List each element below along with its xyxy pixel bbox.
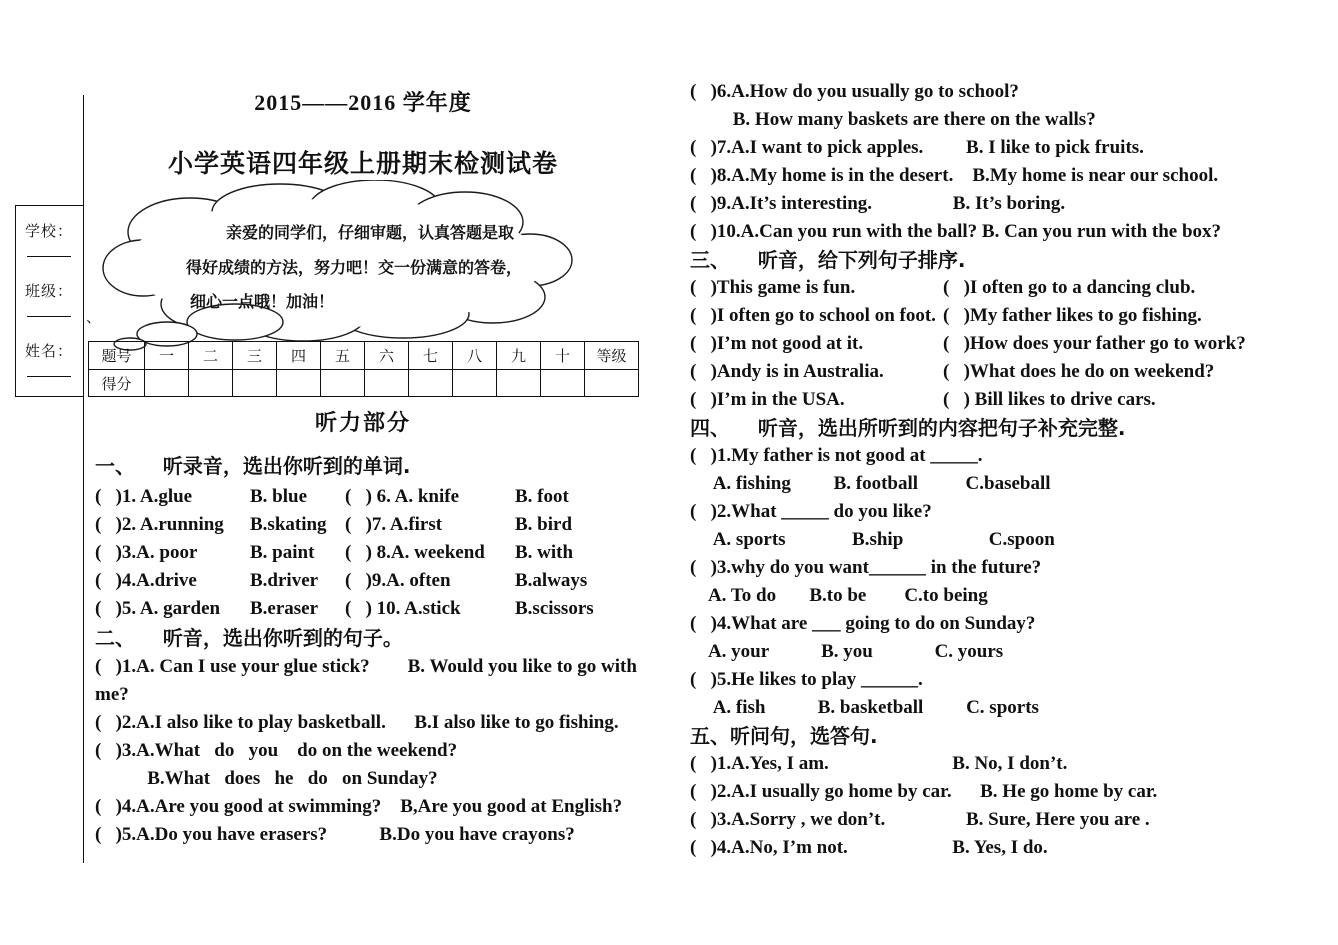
section-2-heading: 二、 听音，选出你听到的句子。 <box>95 626 403 650</box>
text-segment: B. foot <box>515 486 569 507</box>
section-3-rows <box>690 274 1335 414</box>
section-5-heading: 五、听问句，选答句. <box>690 724 878 748</box>
question-line: ( )4.A.Are you good at swimming? B,Are you good at English? <box>95 796 623 817</box>
text-segment: ( )I’m in the USA. <box>690 389 845 410</box>
score-table-header-cell: 七 <box>408 342 452 369</box>
text-segment: ( )This game is fun. <box>690 277 856 298</box>
question-line: ( )5.A.Do you have erasers? B.Do you have crayons? <box>95 824 575 845</box>
score-table-score-cell <box>540 370 584 396</box>
score-table-score-cell <box>364 370 408 396</box>
question-line: A. To do B.to be C.to being <box>690 585 988 606</box>
ordering-row <box>690 302 1335 330</box>
ordering-row <box>690 330 1335 358</box>
text-segment: ( )Andy is in Australia. <box>690 361 884 382</box>
text-segment: ( )1. A.glue <box>95 486 193 507</box>
score-table-header-cell: 九 <box>496 342 540 369</box>
right-column <box>690 78 1335 862</box>
section-2-right-lines <box>690 78 1335 246</box>
text-segment: B. paint <box>250 542 315 563</box>
score-table-header-cell: 等级 <box>584 342 638 369</box>
cloud-text-line: 细心一点哦！加油！ <box>190 292 335 311</box>
question-line: B.What does he do on Sunday? <box>95 768 438 789</box>
ordering-row <box>690 274 1335 302</box>
text-segment: ( )2. A.running <box>95 514 224 535</box>
question-line: A. fishing B. football C.baseball <box>690 473 1051 494</box>
question-line: ( )4.What are ___ going to do on Sunday? <box>690 613 1036 634</box>
question-line: ( )5.He likes to play ______. <box>690 669 923 690</box>
question-line: me? <box>95 684 129 705</box>
score-table-header-cell: 六 <box>364 342 408 369</box>
score-table-header-cell: 三 <box>232 342 276 369</box>
score-table-header-cell: 五 <box>320 342 364 369</box>
text-segment: ( ) 10. A.stick <box>345 598 461 619</box>
question-line: ( )7.A.I want to pick apples. B. I like to pick fruits. <box>690 137 1144 158</box>
question-line: ( )6.A.How do you usually go to school? <box>690 81 1019 102</box>
text-segment: B.scissors <box>515 598 594 619</box>
text-segment: ( ) 8.A. weekend <box>345 542 485 563</box>
question-line: A. fish B. basketball C. sports <box>690 697 1039 718</box>
section-5-lines <box>690 750 1335 862</box>
question-line: ( )3.A.Sorry , we don’t. B. Sure, Here you are . <box>690 809 1150 830</box>
text-segment: B.driver <box>250 570 319 591</box>
score-table-score-row <box>88 369 639 397</box>
score-table-header-cell: 十 <box>540 342 584 369</box>
ordering-row <box>690 358 1335 386</box>
text-segment: ( )3.A. poor <box>95 542 198 563</box>
question-line: ( )8.A.My home is in the desert. B.My home is near our school. <box>690 165 1219 186</box>
section-2-left-lines <box>95 653 663 849</box>
ordering-row <box>690 386 1335 414</box>
text-segment: ( )I’m not good at it. <box>690 333 864 354</box>
text-segment: B. bird <box>515 514 573 535</box>
score-table-score-cell <box>584 370 638 396</box>
question-row <box>95 595 663 623</box>
score-table-header-cell: 题号 <box>101 349 132 365</box>
text-segment: ( )How does your father go to work? <box>943 333 1246 354</box>
score-table-score-cell <box>320 370 364 396</box>
section-4-lines <box>690 442 1335 722</box>
text-segment: B.eraser <box>250 598 319 619</box>
score-table-score-cell <box>452 370 496 396</box>
question-line: ( )3.why do you want______ in the future? <box>690 557 1042 578</box>
score-table-score-cell <box>276 370 320 396</box>
text-segment: B. blue <box>250 486 308 507</box>
score-table-score-cell <box>188 370 232 396</box>
text-segment: ( )I often go to school on foot. <box>690 305 936 326</box>
cloud-text-line: 得好成绩的方法，努力吧！交一份满意的答卷， <box>186 258 523 277</box>
question-line: ( )1.A. Can I use your glue stick? B. Would you like to go with <box>95 656 637 677</box>
student-info-box <box>15 205 84 397</box>
student-info-field: 班级： <box>25 280 83 340</box>
score-table-header-cell: 一 <box>144 342 188 369</box>
question-row <box>95 539 663 567</box>
student-info-field: 学校： <box>25 220 83 280</box>
section-3-heading: 三、 听音，给下列句子排序. <box>690 248 966 272</box>
school-year-title: 2015——2016 学年度 <box>254 90 472 115</box>
text-segment: ( )My father likes to go fishing. <box>943 305 1202 326</box>
text-segment: ( )4.A.drive <box>95 570 197 591</box>
question-line: ( )9.A.It’s interesting. B. It’s boring. <box>690 193 1066 214</box>
score-table-score-cell <box>144 370 188 396</box>
section-1-heading: 一、 听录音，选出你听到的单词. <box>95 454 411 478</box>
question-line: A. sports B.ship C.spoon <box>690 529 1055 550</box>
text-segment: B.always <box>515 570 588 591</box>
score-table-score-cell: 得分 <box>101 376 132 393</box>
punctuation-mark: 、 <box>86 308 102 326</box>
text-segment: ( )I often go to a dancing club. <box>943 277 1196 298</box>
section-4-heading: 四、 听音，选出所听到的内容把句子补充完整. <box>690 416 1126 440</box>
text-segment: ( )9.A. often <box>345 570 451 591</box>
score-table-score-cell <box>496 370 540 396</box>
score-table-header-cell: 二 <box>188 342 232 369</box>
section-1-rows <box>95 483 663 623</box>
question-line: ( )1.My father is not good at _____. <box>690 445 983 466</box>
cloud-text-line: 亲爱的同学们，仔细审题，认真答题是取 <box>226 223 515 242</box>
score-table-score-cell <box>232 370 276 396</box>
question-line: ( )4.A.No, I’m not. B. Yes, I do. <box>690 837 1048 858</box>
listening-section-heading: 听力部分 <box>314 411 411 436</box>
score-table-header-row <box>88 341 639 369</box>
text-segment: ( )5. A. garden <box>95 598 221 619</box>
score-table-header-cell: 四 <box>276 342 320 369</box>
question-line: ( )1.A.Yes, I am. B. No, I don’t. <box>690 753 1068 774</box>
text-segment: ( ) 6. A. knife <box>345 486 459 507</box>
text-segment: ( ) Bill likes to drive cars. <box>943 389 1156 410</box>
question-row <box>95 483 663 511</box>
score-table-header-cell: 八 <box>452 342 496 369</box>
text-segment: ( )What does he do on weekend? <box>943 361 1215 382</box>
exam-title: 小学英语四年级上册期末检测试卷 <box>167 149 558 178</box>
question-line: B. How many baskets are there on the walls? <box>690 109 1096 130</box>
text-segment: ( )7. A.first <box>345 514 443 535</box>
student-info-field: 姓名： <box>25 340 83 400</box>
question-line: ( )3.A.What do you do on the weekend? <box>95 740 458 761</box>
question-line: ( )10.A.Can you run with the ball? B. Can you run with the box? <box>690 221 1222 242</box>
question-line: ( )2.A.I usually go home by car. B. He go home by car. <box>690 781 1158 802</box>
question-line: ( )2.A.I also like to play basketball. B.I also like to go fishing. <box>95 712 619 733</box>
left-column <box>95 450 663 849</box>
question-row <box>95 511 663 539</box>
question-line: ( )2.What _____ do you like? <box>690 501 932 522</box>
question-row <box>95 567 663 595</box>
text-segment: B.skating <box>250 514 327 535</box>
text-segment: B. with <box>515 542 574 563</box>
score-table-score-cell <box>408 370 452 396</box>
question-line: A. your B. you C. yours <box>690 641 1004 662</box>
